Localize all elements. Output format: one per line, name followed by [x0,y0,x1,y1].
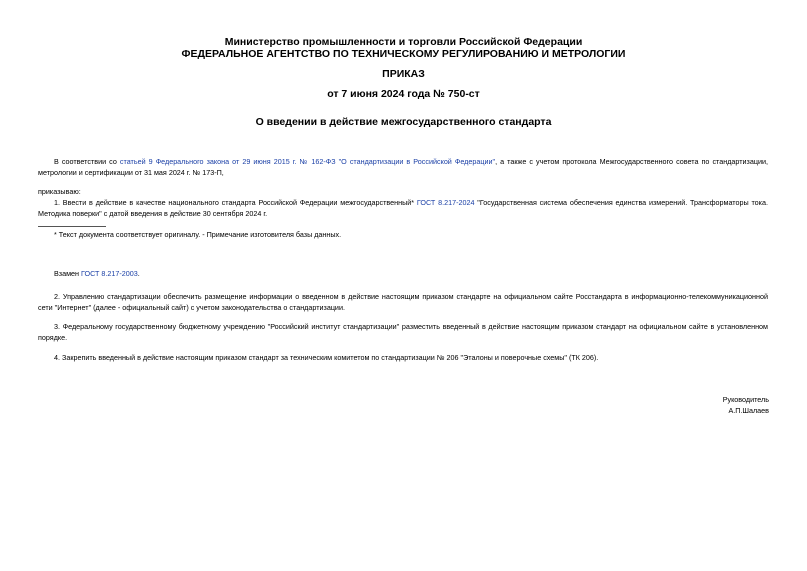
item-3-paragraph: 3. Федеральному государственному бюджетному учреждению "Российский институт стандартизации" разместить введенный в действие настоящим приказом стандарт на официальном сайте в установленном порядке. [38,322,768,342]
item-1-paragraph [38,197,768,219]
signatory-role: Руководитель [722,395,769,404]
item-2-paragraph: 2. Управлению стандартизации обеспечить размещение информации о введенном в действие настоящим приказом стандарте на официальном сайте Росстандарта в информационно-телекоммуникационной сети "Интернет" (далее - официальный сайт) с учетом законодательства о стандартизации. [38,292,768,312]
order-title: О введении в действие межгосударственного стандарта [255,116,552,128]
preamble-paragraph [38,156,768,178]
preamble-suffix: , а также с учетом протокола Межгосударственного совета по стандартизации, метрологии и сертификации от 31 мая 2024 г. № 173-П, [38,157,768,177]
replaced-prefix: Взамен [54,269,81,278]
replaced-suffix: . [137,269,140,278]
agency-heading: ФЕДЕРАЛЬНОЕ АГЕНТСТВО ПО ТЕХНИЧЕСКОМУ РЕГУЛИРОВАНИЮ И МЕТРОЛОГИИ [181,48,626,60]
order-word: приказываю: [38,187,81,196]
item-1-suffix: "Государственная система обеспечения единства измерений. Трансформаторы тока. Методика поверки" с датой введения в действие 30 сентября 2024 г. [38,198,768,218]
federal-law-link[interactable]: статьей 9 Федерального закона от 29 июня 2015 г. № 162-ФЗ "О стандартизации в Российской Федерации" [119,157,496,166]
item-4-paragraph: 4. Закрепить введенный в действие настоящим приказом стандарт за техническим комитетом по стандартизации № 206 "Эталоны и поверочные схемы" (ТК 206). [54,353,599,362]
signatory-name: А.П.Шалаев [728,406,769,415]
document-type: ПРИКАЗ [382,68,425,80]
footnote-divider [38,226,106,227]
gost-2024-link[interactable]: ГОСТ 8.217-2024 [416,198,475,207]
footnote: * Текст документа соответствует оригиналу. - Примечание изготовителя базы данных. [54,230,342,239]
ministry-heading: Министерство промышленности и торговли Российской Федерации [224,36,583,48]
order-date-number: от 7 июня 2024 года № 750-ст [327,88,480,100]
preamble-prefix: В соответствии со [54,157,120,166]
item-1-prefix: 1. Ввести в действие в качестве национального стандарта Российской Федерации межгосударственный* [54,198,417,207]
replaced-standard-line [38,268,768,279]
gost-2003-link[interactable]: ГОСТ 8.217-2003 [81,269,138,278]
